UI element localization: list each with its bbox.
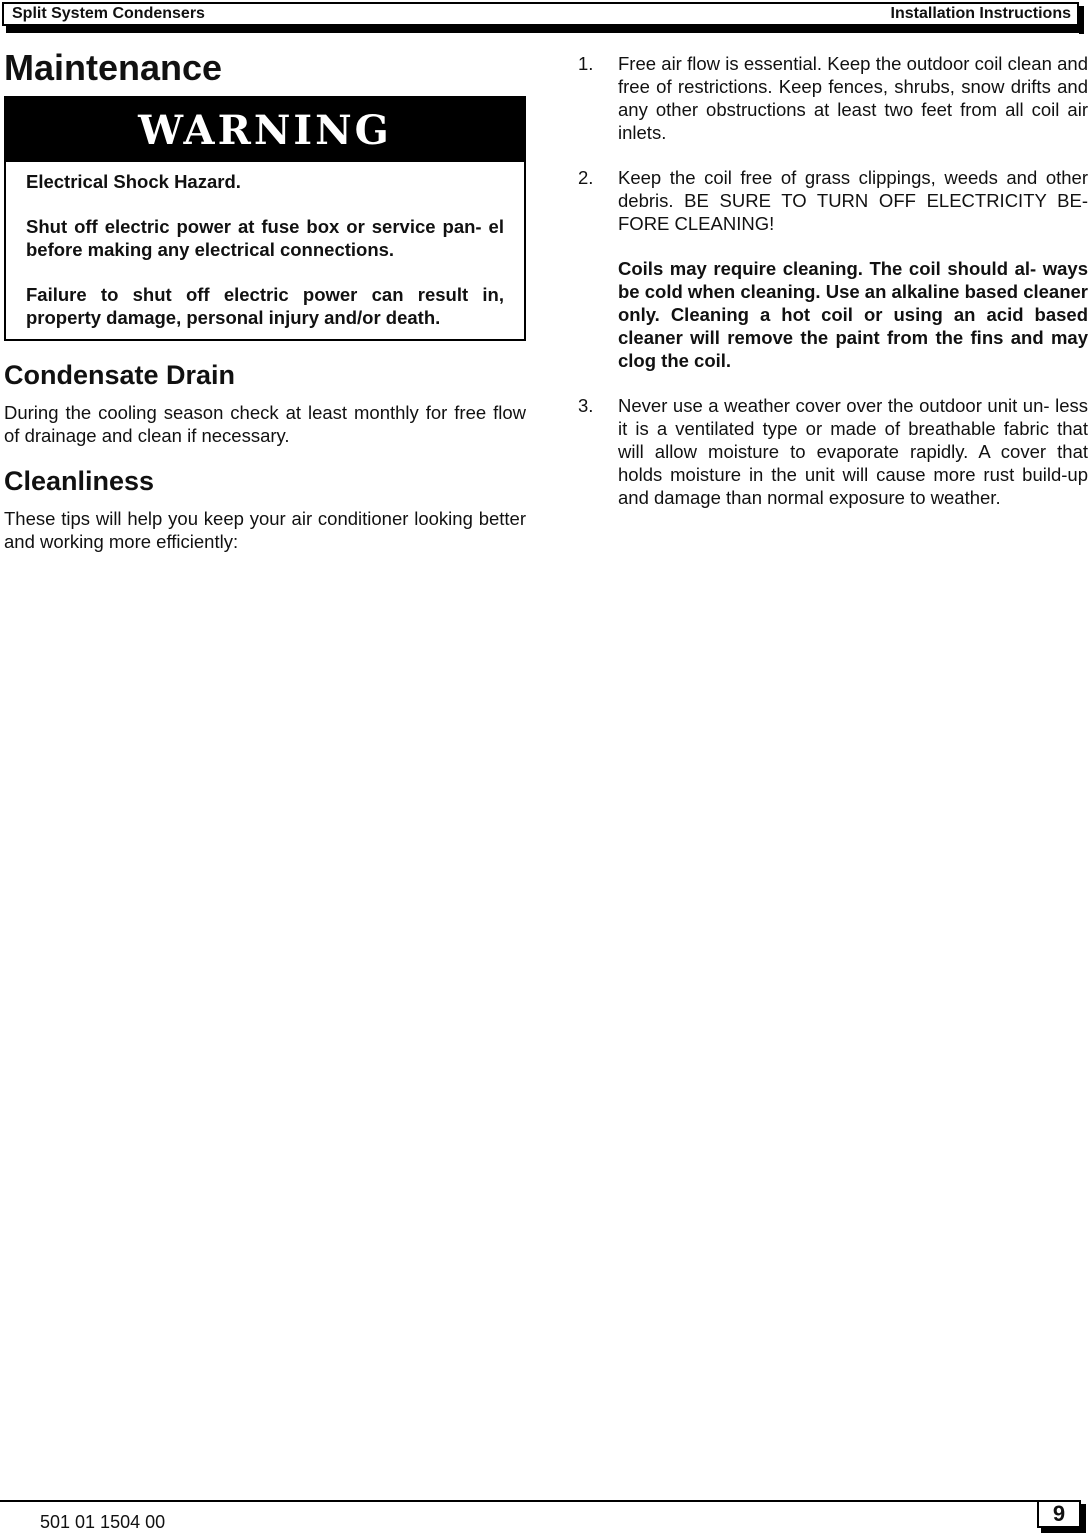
list-item-number: 3. xyxy=(578,395,594,416)
right-column xyxy=(578,52,1088,509)
cleanliness-heading: Cleanliness xyxy=(4,466,155,496)
warning-banner-text: WARNING xyxy=(138,106,392,154)
cleanliness-text: These tips will help you keep your air conditioner looking better and working more efficiently: xyxy=(4,508,526,552)
warning-banner xyxy=(6,98,524,162)
maintenance-heading: Maintenance xyxy=(4,47,223,88)
condensate-drain-heading: Condensate Drain xyxy=(4,360,236,390)
page-number: 9 xyxy=(1037,1500,1081,1528)
footer-rule xyxy=(0,1500,1060,1502)
warning-line: Electrical Shock Hazard. xyxy=(26,171,241,192)
left-column xyxy=(4,46,526,553)
list-item xyxy=(578,166,1088,235)
list-item-number: 1. xyxy=(578,53,594,74)
warning-line: Failure to shut off electric power can result in, property damage, personal injury and/or death. xyxy=(26,284,504,328)
page-number-shadow xyxy=(1041,1528,1086,1533)
header-shadow xyxy=(6,26,1084,33)
document-code: 501 01 1504 00 xyxy=(40,1512,166,1532)
list-item xyxy=(578,52,1088,144)
page-header xyxy=(2,2,1079,26)
header-left-title: Split System Condensers xyxy=(12,5,205,22)
warning-box xyxy=(4,96,526,341)
header-right-title: Installation Instructions xyxy=(890,5,1071,22)
list-item-text: Keep the coil free of grass clippings, weeds and other debris. BE SURE TO TURN OFF ELECTRICITY BE- FORE CLEANING! xyxy=(618,167,1088,234)
list-item-text: Free air flow is essential. Keep the outdoor coil clean and free of restrictions. Keep fences, shrubs, snow drifts and any other obstructions at least two feet from all coil air inlets. xyxy=(618,53,1088,143)
list-item-number: 2. xyxy=(578,167,594,188)
coil-cleaning-note: Coils may require cleaning. The coil should al- ways be cold when cleaning. Use an alkaline based cleaner only. Cleaning a hot coil or using an acid based cleaner will remove the paint from the fins and may clog the coil. xyxy=(618,258,1088,371)
warning-body xyxy=(6,162,524,339)
list-item-text: Never use a weather cover over the outdoor unit un- less it is a ventilated type or made of breathable fabric that will allow moisture to evaporate rapidly. A cover that holds moisture in the unit will cause more rust build-up and damage than normal exposure to weather. xyxy=(618,395,1088,508)
condensate-drain-text: During the cooling season check at least monthly for free flow of drainage and clean if necessary. xyxy=(4,402,526,446)
warning-line: Shut off electric power at fuse box or service pan- el before making any electrical connections. xyxy=(26,216,504,260)
list-item xyxy=(578,394,1088,509)
